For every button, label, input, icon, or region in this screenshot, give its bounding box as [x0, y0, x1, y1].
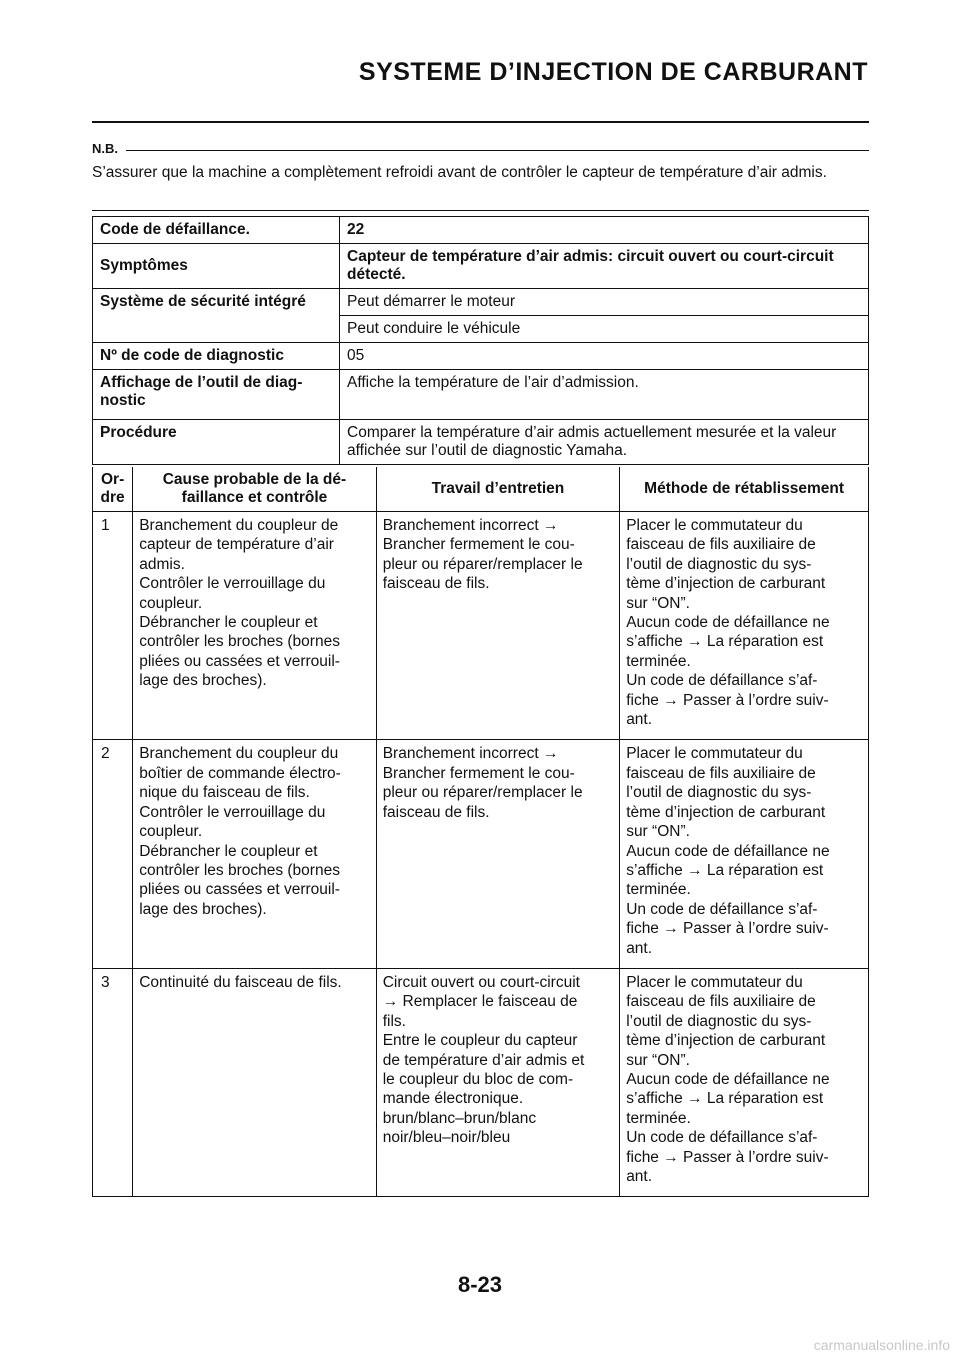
cell-line: tème d’injection de carburant — [626, 575, 826, 593]
cell-line: fiche → Passer à l’ordre suiv- — [626, 920, 829, 938]
cell-line: nique du faisceau de fils. — [139, 784, 310, 802]
work-cell — [376, 740, 619, 968]
note-header — [92, 141, 869, 156]
cell-line: pleur ou réparer/remplacer le — [382, 784, 583, 802]
cell-line: faisceau de fils auxiliaire de — [626, 993, 816, 1011]
cell-line: mande électronique. — [382, 1090, 524, 1108]
cell-line: admis. — [139, 555, 185, 573]
cell-line: terminée. — [626, 652, 691, 670]
procedure-table-header — [93, 467, 869, 512]
cause-cell — [133, 740, 376, 968]
cell-line: terminée. — [626, 1109, 691, 1127]
cell-line: capteur de température d’air — [139, 536, 334, 554]
failsafe-label: Système de sécurité intégré — [93, 289, 340, 316]
cell-line: fiche → Passer à l’ordre suiv- — [626, 1148, 829, 1166]
diag-code-label: Nº de code de diagnostic — [93, 343, 340, 370]
table-row — [93, 968, 869, 1196]
cell-line: ant. — [626, 1168, 653, 1185]
cell-line: de température d’air admis et — [382, 1051, 585, 1069]
cell-line: terminée. — [626, 881, 691, 899]
table-row — [93, 512, 869, 740]
cell-line: Contrôler le verrouillage du — [139, 803, 326, 821]
cell-line: contrôler les broches (bornes — [139, 633, 340, 651]
cell-line: Placer le commutateur du — [626, 973, 803, 991]
cell-line: Un code de défaillance s’af- — [626, 900, 818, 918]
order-cell: 2 — [93, 740, 133, 968]
method-cell — [620, 968, 869, 1196]
header-divider — [92, 121, 869, 123]
failsafe-label-continuation — [93, 316, 340, 343]
diag-code-value: 05 — [340, 343, 869, 370]
cell-line: faisceau de fils. — [382, 803, 490, 821]
cell-line: Brancher fermement le cou- — [382, 764, 575, 782]
cell-line: Placer le commutateur du — [626, 745, 803, 763]
method-cell — [620, 512, 869, 740]
tool-display-row — [93, 370, 869, 420]
cause-cell — [133, 968, 376, 1196]
cell-line: pliées ou cassées et verrouil- — [139, 881, 340, 899]
cell-line: faisceau de fils. — [382, 575, 490, 593]
cell-line: l’outil de diagnostic du sys- — [626, 784, 812, 802]
cell-line: coupleur. — [139, 594, 203, 612]
cell-line: Aucun code de défaillance ne — [626, 842, 830, 860]
cell-line: le coupleur du bloc de com- — [382, 1070, 574, 1088]
cell-line: Aucun code de défaillance ne — [626, 614, 830, 632]
note-divider — [126, 150, 869, 151]
cell-line: Un code de défaillance s’af- — [626, 1129, 818, 1147]
cell-line: Circuit ouvert ou court-circuit — [382, 973, 580, 991]
cell-line: Branchement du coupleur du — [139, 745, 339, 763]
cell-line: Aucun code de défaillance ne — [626, 1070, 830, 1088]
cell-line: contrôler les broches (bornes — [139, 861, 340, 879]
symptoms-label: Symptômes — [93, 244, 340, 289]
cause-cell — [133, 512, 376, 740]
note-end-divider — [92, 210, 869, 211]
cell-line: s’affiche → La réparation est — [626, 861, 824, 879]
cell-line: Placer le commutateur du — [626, 517, 803, 534]
cell-line: → Remplacer le faisceau de — [382, 993, 578, 1011]
cell-line: pleur ou réparer/remplacer le — [382, 555, 583, 573]
cell-line: pliées ou cassées et verrouil- — [139, 652, 340, 670]
cell-line: l’outil de diagnostic du sys- — [626, 555, 812, 573]
cell-line: l’outil de diagnostic du sys- — [626, 1012, 812, 1030]
order-cell: 1 — [93, 512, 133, 740]
cell-line: Branchement du coupleur de — [139, 517, 339, 534]
cell-line: ant. — [626, 711, 653, 729]
cell-line: lage des broches). — [139, 672, 267, 690]
header-work: Travail d’entretien — [376, 467, 619, 512]
cell-line: Brancher fermement le cou- — [382, 536, 575, 554]
cell-line: lage des broches). — [139, 900, 267, 918]
cell-line: sur “ON”. — [626, 823, 690, 841]
cell-line: sur “ON”. — [626, 1051, 690, 1069]
cell-line: noir/bleu–noir/bleu — [382, 1129, 511, 1147]
cell-line: coupleur. — [139, 823, 203, 841]
failsafe-value-2: Peut conduire le véhicule — [340, 316, 869, 343]
symptoms-row — [93, 244, 869, 289]
procedure-table-body — [93, 512, 869, 1197]
cell-line: faisceau de fils auxiliaire de — [626, 536, 816, 554]
note-text: S’assurer que la machine a complètement refroidi avant de contrôler le capteur de température d’air admis. — [92, 164, 827, 181]
cell-line: Continuité du faisceau de fils. — [139, 973, 342, 991]
cell-line: fils. — [382, 1012, 406, 1030]
work-cell — [376, 968, 619, 1196]
watermark: carmanualsonline.info — [813, 1337, 950, 1353]
header-order: Or-dre — [93, 467, 133, 512]
procedure-value: Comparer la température d’air admis actuellement mesurée et la valeur affichée sur l’outil de diagnostic Yamaha. — [340, 420, 869, 465]
page-title: SYSTEME D’INJECTION DE CARBURANT — [358, 58, 868, 86]
cell-line: ant. — [626, 939, 653, 957]
fault-code-value: 22 — [340, 217, 869, 244]
table-row — [93, 740, 869, 968]
note-label: N.B. — [92, 141, 118, 156]
cell-line: Branchement incorrect → — [382, 517, 559, 534]
cell-line: Un code de défaillance s’af- — [626, 672, 818, 690]
cell-line: s’affiche → La réparation est — [626, 1090, 824, 1108]
cell-line: Branchement incorrect → — [382, 745, 559, 763]
fault-code-label: Code de défaillance. — [93, 217, 340, 244]
cell-line: brun/blanc–brun/blanc — [382, 1109, 537, 1127]
method-cell — [620, 740, 869, 968]
cell-line: faisceau de fils auxiliaire de — [626, 764, 816, 782]
page-number: 8-23 — [457, 1272, 503, 1297]
procedure-label: Procédure — [93, 420, 340, 465]
diag-code-row — [93, 343, 869, 370]
cell-line: s’affiche → La réparation est — [626, 633, 824, 651]
tool-display-label: Affichage de l’outil de diag-nostic — [93, 370, 340, 420]
failsafe-row-1 — [93, 289, 869, 316]
order-cell: 3 — [93, 968, 133, 1196]
tool-display-value: Affiche la température de l’air d’admission. — [340, 370, 869, 420]
header-cause: Cause probable de la dé-faillance et contrôle — [133, 467, 376, 512]
cell-line: Entre le coupleur du capteur — [382, 1032, 578, 1050]
cell-line: Débrancher le coupleur et — [139, 614, 318, 632]
cell-line: Débrancher le coupleur et — [139, 842, 318, 860]
failsafe-value-1: Peut démarrer le moteur — [340, 289, 869, 316]
work-cell — [376, 512, 619, 740]
cell-line: sur “ON”. — [626, 594, 690, 612]
header-method: Méthode de rétablissement — [620, 467, 869, 512]
cell-line: fiche → Passer à l’ordre suiv- — [626, 691, 829, 709]
symptoms-value: Capteur de température d’air admis: circuit ouvert ou court-circuit détecté. — [340, 244, 869, 289]
failsafe-row-2 — [93, 316, 869, 343]
procedure-table — [92, 467, 869, 1197]
cell-line: boîtier de commande électro- — [139, 764, 341, 782]
cell-line: tème d’injection de carburant — [626, 1032, 826, 1050]
cell-line: tème d’injection de carburant — [626, 803, 826, 821]
fault-code-row — [93, 217, 869, 244]
procedure-row — [93, 420, 869, 465]
fault-info-table — [92, 216, 869, 465]
cell-line: Contrôler le verrouillage du — [139, 575, 326, 593]
